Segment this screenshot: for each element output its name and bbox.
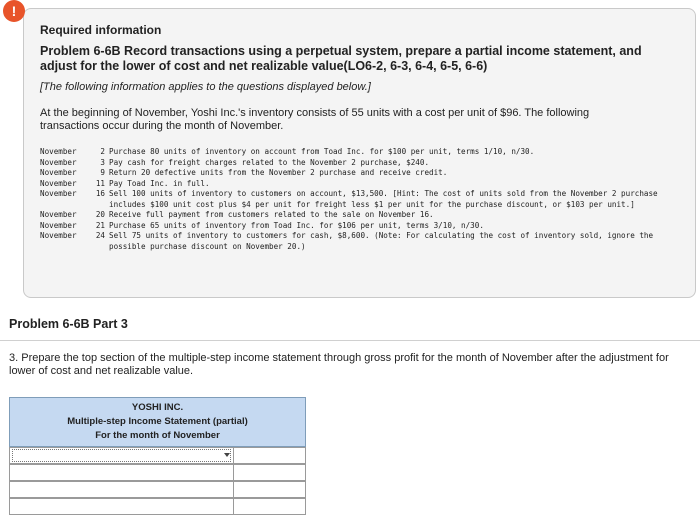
transaction-text: Purchase 80 units of inventory on account from Toad Inc. for $100 per unit, terms 1/10, n/30.: [109, 147, 535, 156]
line-item-select[interactable]: [9, 447, 234, 464]
transaction-text: Pay Toad Inc. in full.: [109, 178, 210, 188]
line-item-select[interactable]: [9, 498, 234, 515]
transaction-month: November: [40, 189, 77, 198]
line-item-select-focus: [12, 449, 231, 462]
amount-input[interactable]: [234, 447, 306, 464]
statement-row: [9, 464, 306, 481]
transaction-row: [40, 147, 680, 158]
transaction-row: [40, 158, 680, 169]
intro-text: At the beginning of November, Yoshi Inc.'s inventory consists of 55 units with a cost per unit of $96. The following transactions occur during the month of November.: [40, 107, 590, 132]
transaction-text: Receive full payment from customers related to the sale on November 16.: [109, 210, 434, 219]
transaction-row: [40, 221, 680, 232]
transaction-row: [40, 168, 680, 179]
chevron-down-icon[interactable]: [224, 453, 230, 457]
statement-title: Multiple-step Income Statement (partial): [67, 416, 248, 427]
transaction-text: Sell 75 units of inventory to customers for cash, $8,600. (Note: For calculating the cost of inventory sold, ignore the possible purchase discount on November 20.): [109, 231, 658, 251]
statement-period: For the month of November: [95, 430, 220, 441]
transaction-text: Sell 100 units of inventory to customers on account, $13,500. [Hint: The cost of units sold from the November 2 purchase includes $100 unit cost plus $4 per unit for freight less $1 per unit for the purchase discount, or $103 per unit.]: [109, 189, 663, 209]
transaction-row: [40, 189, 680, 210]
transaction-month: November: [40, 178, 77, 188]
statement-row: [9, 447, 306, 464]
transaction-day: 21: [95, 220, 105, 230]
problem-title: Problem 6-6B Record transactions using a perpetual system, prepare a partial income statement, and adjust for the lower of cost and net realizable value(LO6-2, 6-3, 6-4, 6-5, 6-6): [40, 44, 642, 73]
amount-input[interactable]: [234, 464, 306, 481]
part-heading: Problem 6-6B Part 3: [9, 317, 128, 331]
required-information-heading: Required information: [40, 23, 162, 37]
transaction-row: [40, 179, 680, 190]
transaction-month: November: [40, 210, 77, 219]
line-item-select[interactable]: [9, 481, 234, 498]
transaction-text: Purchase 65 units of inventory from Toad Inc. for $106 per unit, terms 3/10, n/30.: [109, 220, 484, 230]
statement-row: [9, 498, 306, 515]
income-statement-header: [9, 397, 306, 447]
alert-icon: !: [3, 0, 25, 22]
section-divider: [0, 340, 700, 341]
transaction-month: November: [40, 147, 77, 156]
transaction-row: [40, 210, 680, 221]
transaction-month: November: [40, 168, 77, 177]
company-name: YOSHI INC.: [131, 402, 184, 413]
transaction-day: 20: [95, 210, 105, 219]
transaction-month: November: [40, 157, 77, 167]
question-text: 3. Prepare the top section of the multiple-step income statement through gross profit for the month of November after the adjustment for lower of cost and net realizable value.: [9, 352, 669, 377]
info-note: [The following information applies to the questions displayed below.]: [40, 81, 371, 93]
transaction-row: [40, 231, 680, 252]
line-item-select[interactable]: [9, 464, 234, 481]
amount-input[interactable]: [234, 481, 306, 498]
transaction-day: 2: [100, 147, 105, 156]
transaction-list: [40, 147, 680, 252]
transaction-month: November: [40, 220, 77, 230]
transaction-day: 9: [100, 168, 105, 177]
transaction-text: Return 20 defective units from the November 2 purchase and receive credit.: [109, 168, 448, 177]
transaction-day: 11: [95, 178, 105, 188]
transaction-month: November: [40, 231, 77, 240]
transaction-day: 3: [100, 157, 105, 167]
transaction-text: Pay cash for freight charges related to the November 2 purchase, $240.: [109, 157, 430, 167]
amount-input[interactable]: [234, 498, 306, 515]
statement-row: [9, 481, 306, 498]
transaction-day: 24: [95, 231, 105, 240]
transaction-day: 16: [95, 189, 105, 198]
